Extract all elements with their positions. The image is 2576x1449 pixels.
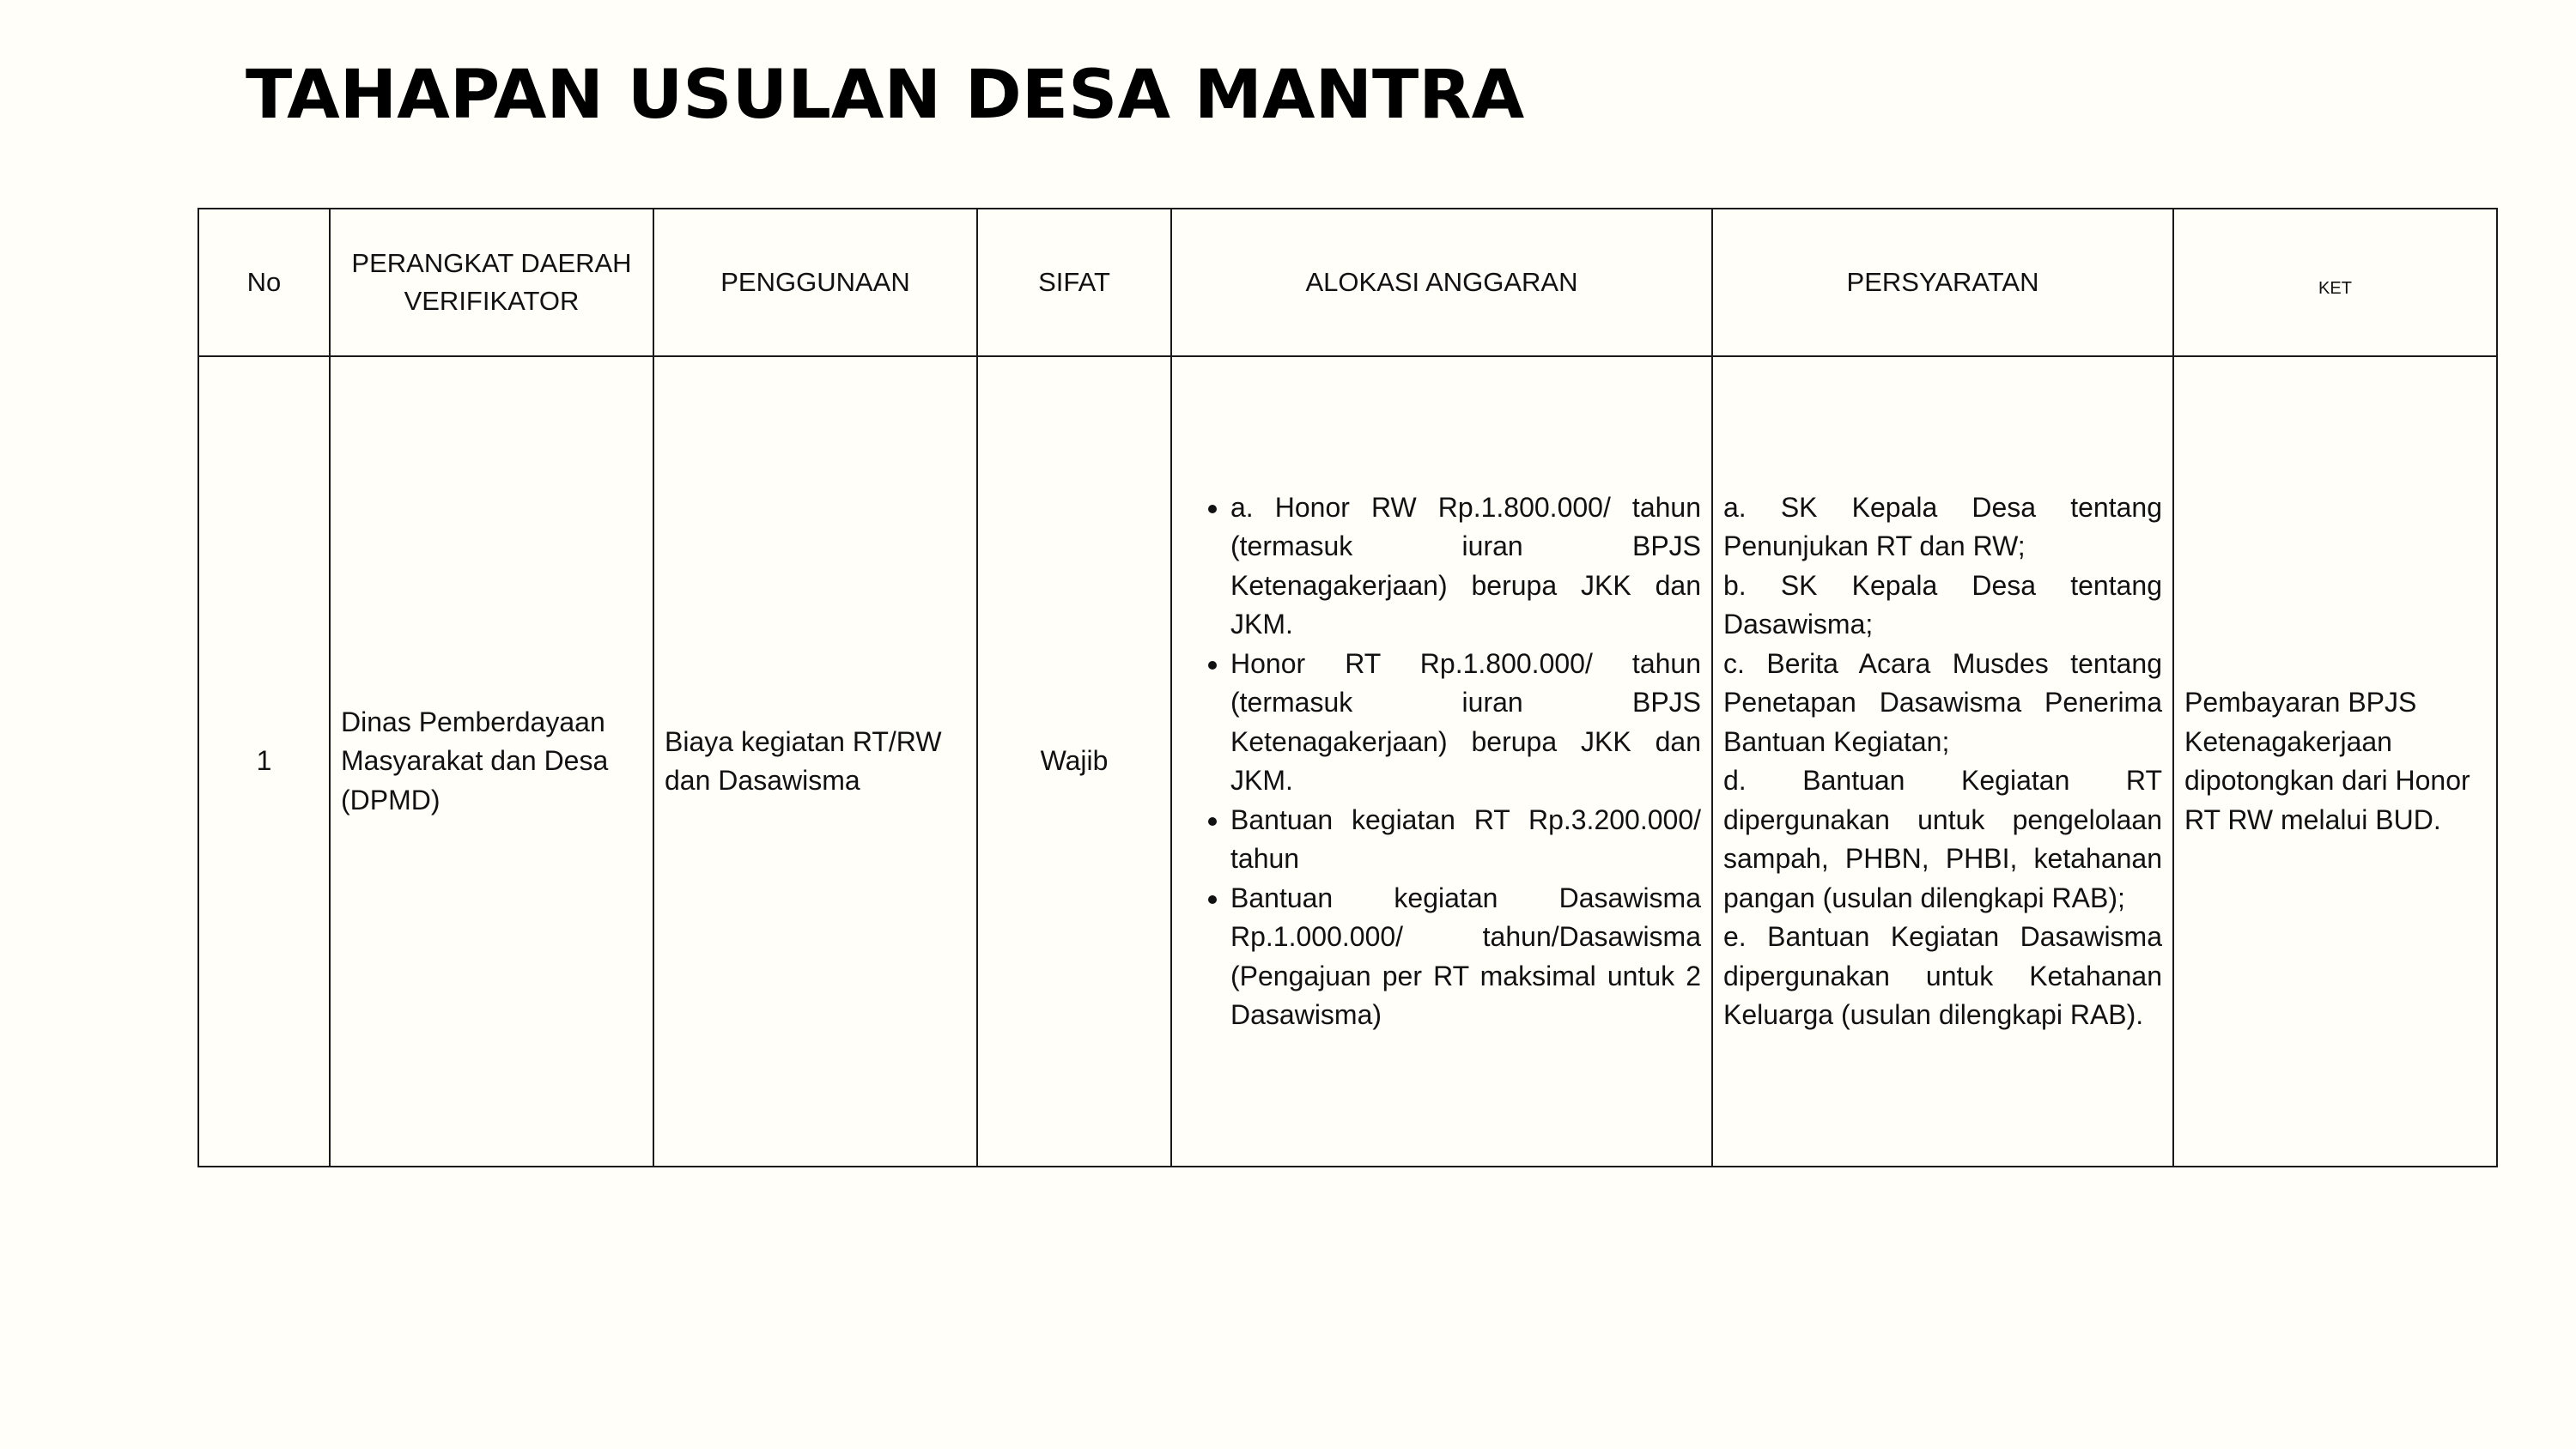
list-item: • Bantuan kegiatan Dasawisma Rp.1.000.000/ tahun/Dasawisma (Pengajuan per RT maksimal untuk 2 Dasawisma) <box>1230 879 1701 1035</box>
cell-alokasi-anggaran <box>1171 356 1712 1167</box>
header-penggunaan: PENGGUNAAN <box>653 209 977 356</box>
requirement-item: e. Bantuan Kegiatan Dasawisma dipergunakan untuk Ketahanan Keluarga (usulan dilengkapi RAB). <box>1723 921 2162 1030</box>
proposal-table <box>197 208 2498 1167</box>
cell-sifat: Wajib <box>977 356 1171 1167</box>
cell-penggunaan: Biaya kegiatan RT/RW dan Dasawisma <box>653 356 977 1167</box>
header-no: No <box>198 209 330 356</box>
list-item: • Honor RT Rp.1.800.000/ tahun (termasuk iuran BPJS Ketenagakerjaan) berupa JKK dan JKM. <box>1230 645 1701 801</box>
cell-no: 1 <box>198 356 330 1167</box>
table-row <box>198 356 2497 1167</box>
requirement-item: d. Bantuan Kegiatan RT dipergunakan untuk pengelolaan sampah, PHBN, PHBI, ketahanan pangan (usulan dilengkapi RAB); <box>1723 765 2162 913</box>
table-header-row <box>198 209 2497 356</box>
header-ket: KET <box>2173 209 2497 356</box>
requirement-item: a. SK Kepala Desa tentang Penunjukan RT dan RW; <box>1723 491 2162 561</box>
cell-perangkat-daerah: Dinas Pemberdayaan Masyarakat dan Desa (DPMD) <box>330 356 653 1167</box>
cell-persyaratan <box>1712 356 2173 1167</box>
requirement-item: b. SK Kepala Desa tentang Dasawisma; <box>1723 569 2162 640</box>
header-alokasi-anggaran: ALOKASI ANGGARAN <box>1171 209 1712 356</box>
header-perangkat-daerah: PERANGKAT DAERAH VERIFIKATOR <box>330 209 653 356</box>
alokasi-list <box>1182 488 1701 1035</box>
requirement-item: c. Berita Acara Musdes tentang Penetapan Dasawisma Penerima Bantuan Kegiatan; <box>1723 647 2162 757</box>
page-title: TAHAPAN USULAN DESA MANTRA <box>246 57 1525 134</box>
cell-ket: Pembayaran BPJS Ketenagakerjaan dipotongkan dari Honor RT RW melalui BUD. <box>2173 356 2497 1167</box>
list-item: • Bantuan kegiatan RT Rp.3.200.000/ tahun <box>1230 801 1701 879</box>
header-sifat: SIFAT <box>977 209 1171 356</box>
header-persyaratan: PERSYARATAN <box>1712 209 2173 356</box>
list-item: • a. Honor RW Rp.1.800.000/ tahun (termasuk iuran BPJS Ketenagakerjaan) berupa JKK dan JKM. <box>1230 488 1701 645</box>
